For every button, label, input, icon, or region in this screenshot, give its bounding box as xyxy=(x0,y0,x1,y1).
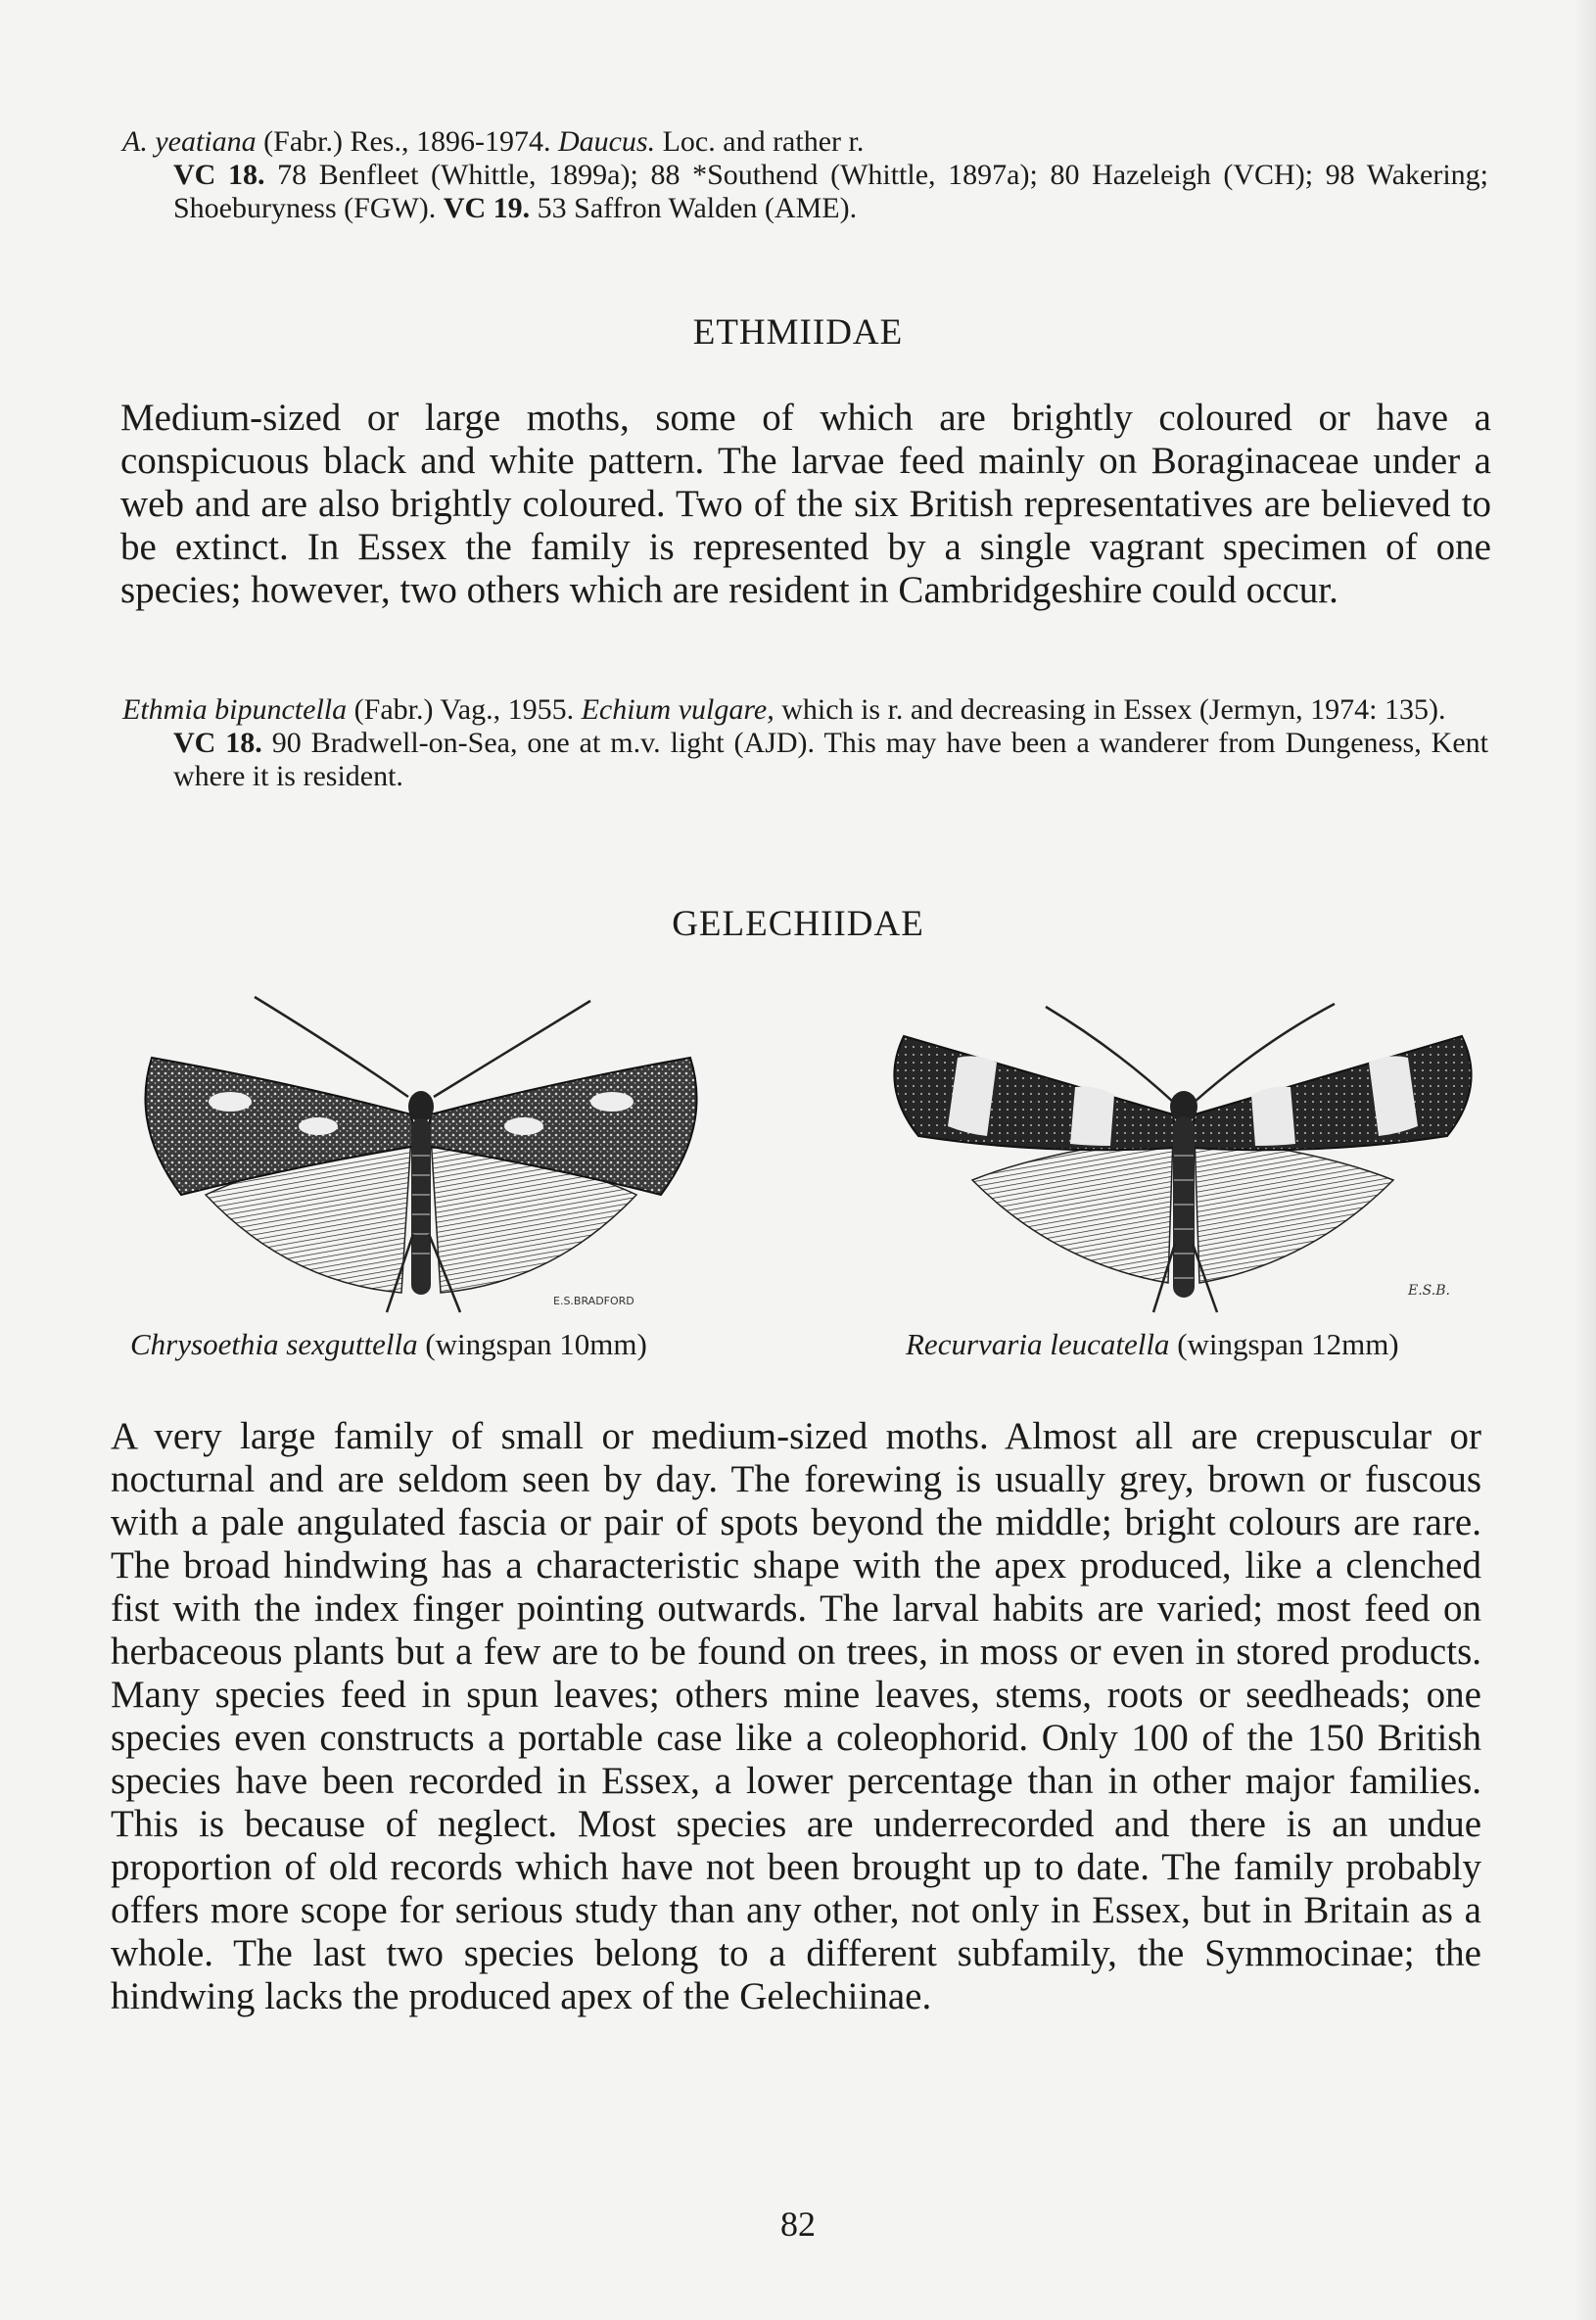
species-entry-yeatiana xyxy=(122,125,1488,225)
figure-caption-recurvaria xyxy=(906,1327,1399,1362)
caption-wingspan: (wingspan 12mm) xyxy=(1169,1327,1399,1361)
family-heading-gelechiidae: GELECHIIDAE xyxy=(672,904,924,944)
vc-label: VC 18. xyxy=(173,727,262,759)
vc-records-text: 53 Saffron Walden (AME). xyxy=(530,192,858,224)
illustrator-signature: E.S.B. xyxy=(1408,1283,1450,1299)
moth-illustration-chrysoethia xyxy=(122,989,720,1322)
species-status: Loc. and rather r. xyxy=(655,125,865,158)
vc-records-text: 78 Benfleet (Whittle, 1899a); 88 *Southend (Whittle, 1897a); 80 Hazeleigh (VCH); 98 Wakering; Shoeburyness (FGW). xyxy=(173,159,1488,224)
illustrator-signature: E.S.BRADFORD xyxy=(553,1295,634,1307)
species-author-status: (Fabr.) Vag., 1955. xyxy=(347,693,582,726)
figure-caption-chrysoethia xyxy=(130,1327,647,1362)
family-intro-ethmiidae: Medium-sized or large moths, some of which are brightly coloured or have a conspicuous black and white pattern. The larvae feed mainly on Boraginaceae under a web and are also brightly coloured. Two of the six British representatives are believed to be extinct. In Essex the family is represented by a single vagrant specimen of one species; however, two others which are resident in Cambridgeshire could occur. xyxy=(120,397,1491,611)
moth-illustration-recurvaria xyxy=(879,989,1486,1322)
caption-species-name: Recurvaria leucatella xyxy=(906,1327,1170,1361)
caption-species-name: Chrysoethia sexguttella xyxy=(130,1327,418,1361)
family-intro-gelechiidae: A very large family of small or medium-sized moths. Almost all are crepuscular or nocturnal and are seldom seen by day. The forewing is usually grey, brown or fuscous with a pale angulated fascia or pair of spots beyond the middle; bright colours are rare. The broad hindwing has a characteristic shape with the apex produced, like a clenched fist with the index finger pointing outwards. The larval habits are varied; most feed on herbaceous plants but a few are to be found on trees, in moss or even in stored products. Many species feed in spun leaves; others mine leaves, stems, roots or seedheads; one species even constructs a portable case like a coleophorid. Only 100 of the 150 British species have been recorded in Essex, a lower percentage than in other major families. This is because of neglect. Most species are underrecorded and there is an undue proportion of old records which have not been brought up to date. The family probably offers more scope for serious study than any other, not only in Essex, but in Britain as a whole. The last two species belong to a different subfamily, the Symmocinae; the hindwing lacks the produced apex of the Gelechiinae. xyxy=(111,1415,1481,2017)
species-name: Ethmia bipunctella xyxy=(122,693,348,726)
species-entry-bipunctella xyxy=(122,693,1488,793)
page-number: 82 xyxy=(780,2204,816,2244)
foodplant: Echium vulgare, xyxy=(581,693,775,726)
foodplant: Daucus. xyxy=(557,125,656,158)
vc-records-text: 90 Bradwell-on-Sea, one at m.v. light (AJD). This may have been a wanderer from Dungeness, Kent where it is resident. xyxy=(173,727,1488,792)
species-author-status: (Fabr.) Res., 1896-1974. xyxy=(256,125,558,158)
vice-county-records xyxy=(122,159,1488,225)
page-edge xyxy=(1574,0,1596,2320)
family-heading-ethmiidae: ETHMIIDAE xyxy=(692,312,904,353)
species-status: which is r. and decreasing in Essex (Jermyn, 1974: 135). xyxy=(774,693,1446,726)
species-name: A. yeatiana xyxy=(122,125,257,158)
caption-wingspan: (wingspan 10mm) xyxy=(417,1327,647,1361)
vice-county-records xyxy=(122,727,1488,793)
vc-label: VC 19. xyxy=(443,192,531,224)
vc-label: VC 18. xyxy=(173,159,265,191)
